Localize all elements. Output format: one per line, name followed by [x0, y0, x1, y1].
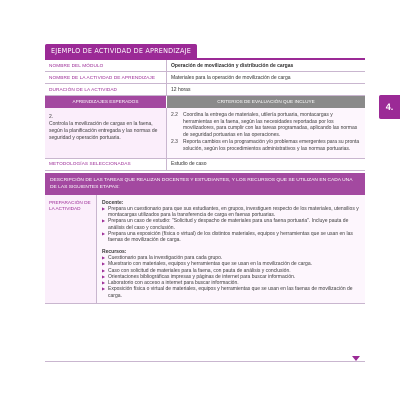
bullet-arrow-icon: ▶	[102, 273, 106, 279]
list-item-text: Prepara una exposición (física o virtual) de los distintos materiales, equipos y herramientas que se usan en las faenas de movilización de carga.	[108, 231, 353, 244]
list-item-text: Muestrario con materiales, equipos y herramientas que se usan en la movilización de carga.	[108, 261, 312, 268]
criterion-number: 2.2	[171, 112, 178, 118]
criteria-header: CRITERIOS DE EVALUACIÓN QUE INCLUYE	[167, 96, 365, 108]
row-value: Materiales para la operación de movilización de carga	[171, 74, 291, 81]
activity-name-row	[45, 72, 365, 84]
list-item-text: Cuestionario para la investigación para cada grupo.	[108, 254, 223, 261]
bullet-arrow-icon: ▶	[102, 267, 106, 273]
bullet-arrow-icon: ▶	[102, 286, 106, 292]
list-item-text: Exposición física o virtual de materiales, equipos y herramientas que se usan en las faenas de movilización de carga.	[108, 286, 353, 299]
list-item	[102, 286, 360, 299]
criterion-number: 2.3	[171, 139, 178, 146]
row-value: 12 horas	[171, 86, 191, 93]
row-label: NOMBRE DE LA ACTIVIDAD DE APRENDIZAJE	[45, 72, 167, 83]
preparation-body	[97, 195, 365, 303]
section-header	[45, 96, 365, 108]
list-item-text: Caso con solicitud de materiales para la faena, con pauta de análisis y conclusión.	[108, 267, 291, 274]
continue-arrow-icon	[352, 356, 360, 361]
bottom-rule	[45, 361, 365, 362]
row-value: Operación de movilización y distribución de cargas	[171, 62, 294, 69]
row-label: NOMBRE DEL MÓDULO	[45, 60, 167, 71]
learning-criteria-row	[45, 108, 365, 159]
criterion-text: Reporta cambios en la programación y/o problemas emergentes para su pronta solución, según los procedimientos administrativos y las normas portuarias.	[183, 139, 360, 152]
row-label: DURACIÓN DE LA ACTIVIDAD	[45, 84, 167, 95]
list-item-text: Prepara un caso de estudio: "Solicitud y despacho de materiales para una faena portuaria". Incluye pauta de análisis del caso y conclusión.	[108, 218, 349, 231]
list-item	[102, 218, 360, 231]
chapter-tab: 4.	[379, 95, 400, 119]
list-item-text: Laboratorio con acceso a internet para buscar información.	[108, 280, 239, 287]
sheet-title: EJEMPLO DE ACTIVIDAD DE APRENDIZAJE	[45, 44, 197, 58]
learning-outcome: 2. Controla la movilización de cargas en la faena, según la planificación entregada y las normas de seguridad y operación portuaria.	[45, 108, 167, 158]
bullet-arrow-icon: ▶	[102, 280, 106, 286]
criterion-item	[171, 139, 361, 152]
criterion-text: Coordina la entrega de materiales, utilería portuaria, montacargas y herramientas en la faena, según las necesidades reportadas por los movilizadores, para cumplir con las tareas programadas, aplicando las normas de seguridad portuarias en las operaciones.	[183, 112, 358, 138]
bullet-arrow-icon: ▶	[102, 205, 106, 211]
recursos-heading: Recursos:	[102, 248, 127, 255]
preparation-label: PREPARACIÓN DE LA ACTIVIDAD	[45, 195, 97, 303]
row-value: Estudio de caso	[171, 161, 207, 168]
criterion-item	[171, 112, 361, 138]
duration-row	[45, 84, 365, 96]
criteria-list	[167, 108, 365, 158]
list-item	[102, 231, 360, 244]
module-row	[45, 60, 365, 72]
activity-sheet	[45, 40, 365, 304]
bullet-arrow-icon: ▶	[102, 231, 106, 237]
preparation-row	[45, 195, 365, 304]
row-label: METODOLOGÍAS SELECCIONADAS	[45, 159, 167, 170]
description-band: DESCRIPCIÓN DE LAS TAREAS QUE REALIZAN DOCENTES Y ESTUDIANTES, Y LOS RECURSOS QUE SE UTILIZAN EN CADA UNA DE LAS SIGUIENTES ETAPAS:	[45, 173, 365, 195]
list-item-text: Orientaciones bibliográficas impresas y páginas de internet para buscar información.	[108, 273, 296, 280]
list-item-text: Prepara un cuestionario para que sus estudiantes, en grupos, investiguen respecto de los materiales, utensilios y montacargas utilizados para la transferencia de carga en faenas portuarias.	[108, 205, 359, 219]
learning-header: APRENDIZAJES ESPERADOS	[45, 96, 167, 108]
methodology-row	[45, 159, 365, 171]
activity-table	[45, 58, 365, 304]
bullet-arrow-icon: ▶	[102, 261, 106, 267]
bullet-arrow-icon: ▶	[102, 218, 106, 224]
list-item	[102, 206, 360, 219]
bullet-arrow-icon: ▶	[102, 254, 106, 260]
docente-heading: Docente:	[102, 199, 124, 206]
